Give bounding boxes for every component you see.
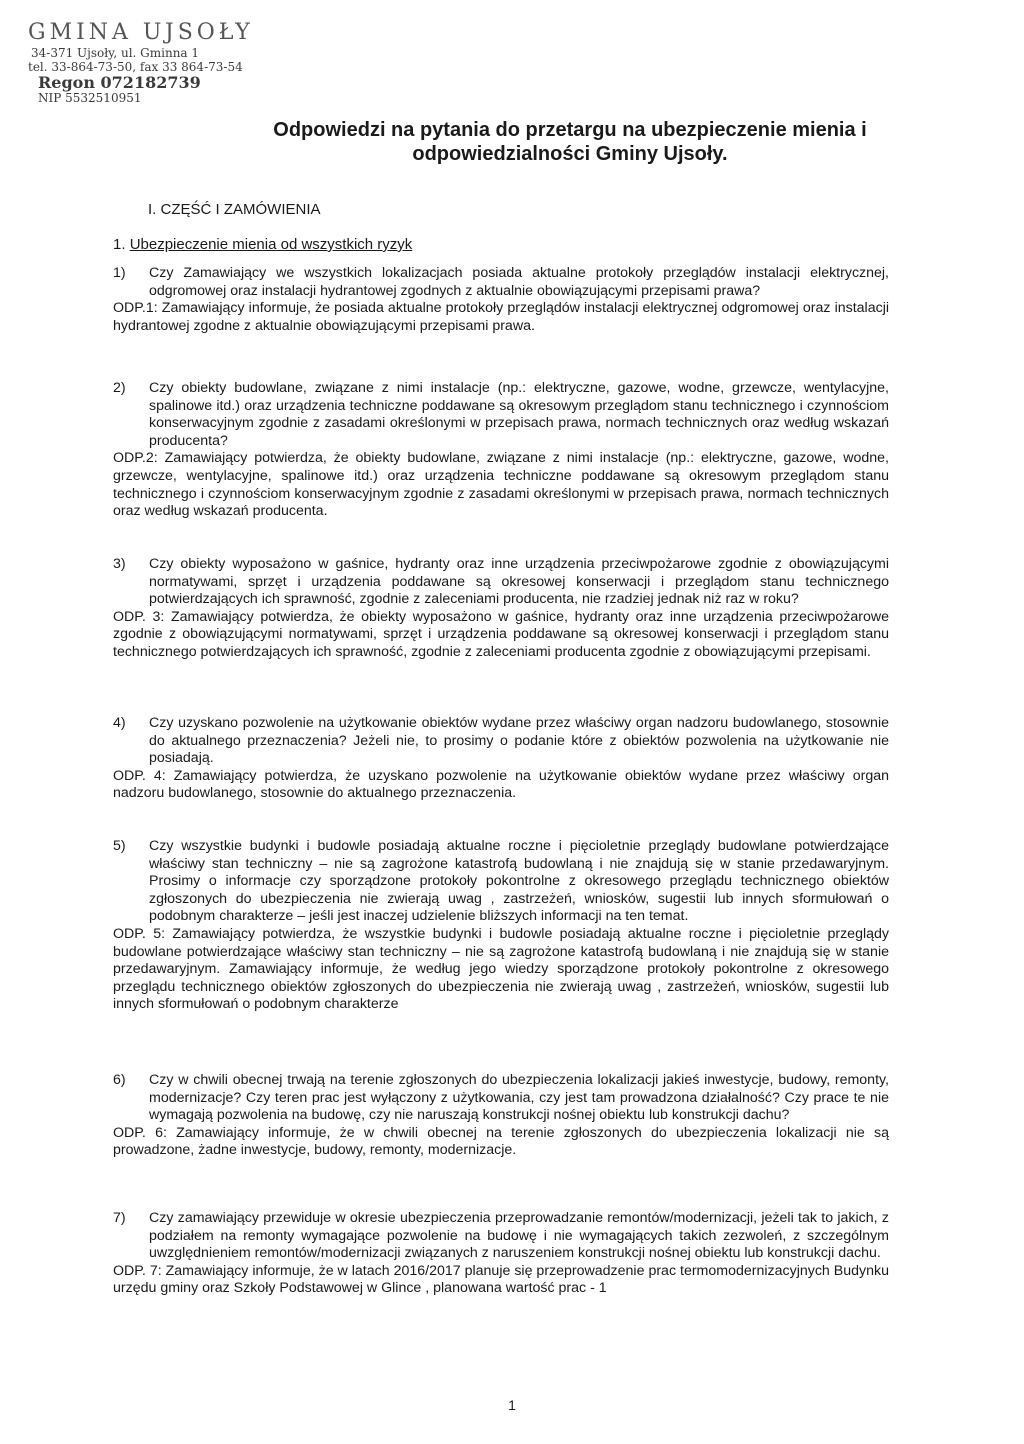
question-text: Czy obiekty wyposażono w gaśnice, hydranty oraz inne urządzenia przeciwpożarowe zgodnie z obowiązującymi normatywami, sprzęt i urządzenia poddawane są okresowej konserwacji i przeglądom stanu technicznego potwierdzających ich sprawność, zgodnie z zaleceniami producenta, nie rzadziej jednak niż raz w roku? (149, 556, 889, 608)
question-text: Czy obiekty budowlane, związane z nimi instalacje (np.: elektryczne, gazowe, wodne, grzewcze, wentylacyjne, spalinowe itd.) oraz urządzenia techniczne poddawane są okresowym przeglądom stanu technicznego i czynnościom konserwacyjnym zgodnie z zasadami określonymi w przepisach prawa, normach technicznych oraz według wskazań producenta? (149, 380, 889, 449)
page-number: 1 (508, 1397, 516, 1413)
qa-item-7 (113, 1210, 889, 1298)
stamp-address: 34-371 Ujsoły, ul. Gminna 1 (31, 46, 200, 60)
question-number: 2) (113, 380, 126, 396)
office-stamp (28, 20, 288, 105)
answer-text: ODP. 3: Zamawiający potwierdza, że obiekty wyposażono w gaśnice, hydranty oraz inne urządzenia przeciwpożarowe zgodnie z obowiązującymi normatywami, sprzęt i urządzenia poddawane są okresowej konserwacji i przeglądom stanu technicznego potwierdzających ich sprawność, zgodnie z zaleceniami producenta zgodnie z obowiązującymi przepisami. (113, 608, 889, 660)
answer-text: ODP. 7: Zamawiający informuje, że w latach 2016/2017 planuje się przeprowadzenie prac termomodernizacyjnych Budynku urzędu gminy oraz Szkoły Podstawowej w Glince , planowana wartość prac - 1 (113, 1262, 889, 1297)
question-text: Czy uzyskano pozwolenie na użytkowanie obiektów wydane przez właściwy organ nadzoru budowlanego, stosownie do aktualnego przeznaczenia? Jeżeli nie, to prosimy o podanie które z obiektów pozwolenia na użytkowanie nie posiadają. (149, 715, 889, 767)
qa-item-4 (113, 715, 889, 803)
subsection-title: Ubezpieczenie mienia od wszystkich ryzyk (129, 236, 413, 253)
answer-text: ODP. 6: Zamawiający informuje, że w chwili obecnej na terenie zgłoszonych do ubezpieczenia lokalizacji nie są prowadzone, żadne inwestycje, budowy, remonty, modernizacje. (113, 1124, 889, 1159)
qa-item-5 (113, 838, 889, 1014)
qa-item-1 (113, 265, 889, 335)
question (113, 838, 889, 926)
subsection-heading (113, 236, 412, 253)
answer-text: ODP. 4: Zamawiający potwierdza, że uzyskano pozwolenie na użytkowanie obiektów wydane przez właściwy organ nadzoru budowlanego, stosownie do aktualnego przeznaczenia. (113, 767, 889, 802)
question-number: 3) (113, 556, 126, 572)
stamp-phone: tel. 33-864-73-50, fax 33 864-73-54 (28, 60, 243, 74)
stamp-nip: NIP 5532510951 (38, 91, 142, 105)
question (113, 715, 889, 768)
question (113, 1210, 889, 1263)
question-number: 6) (113, 1072, 126, 1088)
subsection-number: 1. (113, 236, 126, 253)
question-number: 5) (113, 838, 126, 854)
qa-item-6 (113, 1072, 889, 1160)
question-text: Czy wszystkie budynki i budowle posiadają aktualne roczne i pięcioletnie przeglądy budowlane potwierdzające właściwy stan techniczny – nie są zagrożone katastrofą budowlaną i nie znajdują się w stanie przedawaryjnym. Prosimy o informacje czy sporządzone protokoły pokontrolne z okresowego przeglądu technicznego obiektów zgłoszonych do ubezpieczenia nie zwierają uwag , zastrzeżeń, wniosków, sugestii lub innych sformułowań o podobnym charakterze – jeśli jest inaczej udzielenie bliższych informacji na ten temat. (149, 838, 889, 925)
question-number: 7) (113, 1210, 126, 1226)
question-text: Czy Zamawiający we wszystkich lokalizacjach posiada aktualne protokoły przeglądów instalacji elektrycznej, odgromowej oraz instalacji hydrantowej zgodnych z aktualnie obowiązującymi przepisami prawa? (149, 265, 889, 299)
page-title: Odpowiedzi na pytania do przetargu na ubezpieczenie mienia i odpowiedzialności Gminy Ujsoły. (273, 119, 867, 165)
question-number: 4) (113, 715, 126, 731)
section-heading: I. CZĘŚĆ I ZAMÓWIENIA (148, 201, 321, 218)
stamp-name: GMINA UJSOŁY (28, 20, 254, 45)
question (113, 1072, 889, 1125)
qa-item-3 (113, 556, 889, 662)
answer-text: ODP. 5: Zamawiający potwierdza, że wszystkie budynki i budowle posiadają aktualne roczne i pięcioletnie przeglądy budowlane potwierdzające właściwy stan techniczny – nie są zagrożone katastrofą budowlaną i nie znajdują się w stanie przedawaryjnym. Zamawiający informuje, że według jego wiedzy sporządzone protokoły pokontrolne z okresowego przeglądu technicznego obiektów zgłoszonych do ubezpieczenia nie zwierają uwag , zastrzeżeń, wniosków, sugestii lub innych sformułowań o podobnym charakterze (113, 925, 889, 1013)
question (113, 380, 889, 450)
question-number: 1) (113, 265, 126, 281)
question-text: Czy zamawiający przewiduje w okresie ubezpieczenia przeprowadzanie remontów/modernizacji, jeżeli tak to jakich, z podziałem na remonty wymagające pozwolenie na budowę i nie wymagających takich zezwoleń, z szczególnym uwzględnieniem remontów/modernizacji związanych z naruszeniem konstrukcji nośnej obiektu lub konstrukcji dachu. (149, 1210, 889, 1262)
answer-text: ODP.2: Zamawiający potwierdza, że obiekty budowlane, związane z nimi instalacje (np.: elektryczne, gazowe, wodne, grzewcze, wentylacyjne, spalinowe itd.) oraz urządzenia techniczne poddawane są okresowym przeglądom stanu technicznego i czynnościom konserwacyjnym zgodnie z zasadami określonymi w przepisach prawa, normach technicznych oraz według wskazań producenta. (113, 450, 889, 520)
question (113, 265, 889, 300)
stamp-regon: Regon 072182739 (38, 73, 201, 92)
question-text: Czy w chwili obecnej trwają na terenie zgłoszonych do ubezpieczenia lokalizacji jakieś inwestycje, budowy, remonty, modernizacje? Czy teren prac jest wyłączony z użytkowania, czy jest tam prowadzona działalność? Czy prace te nie wymagają pozwolenia na budowę, czy nie naruszają konstrukcji nośnej obiektu lub konstrukcji dachu? (149, 1072, 889, 1124)
qa-item-2 (113, 380, 889, 521)
question (113, 556, 889, 609)
answer-text: ODP.1: Zamawiający informuje, że posiada aktualne protokoły przeglądów instalacji elektrycznej odgromowej oraz instalacji hydrantowej zgodne z aktualnie obowiązującymi przepisami prawa. (113, 300, 889, 334)
